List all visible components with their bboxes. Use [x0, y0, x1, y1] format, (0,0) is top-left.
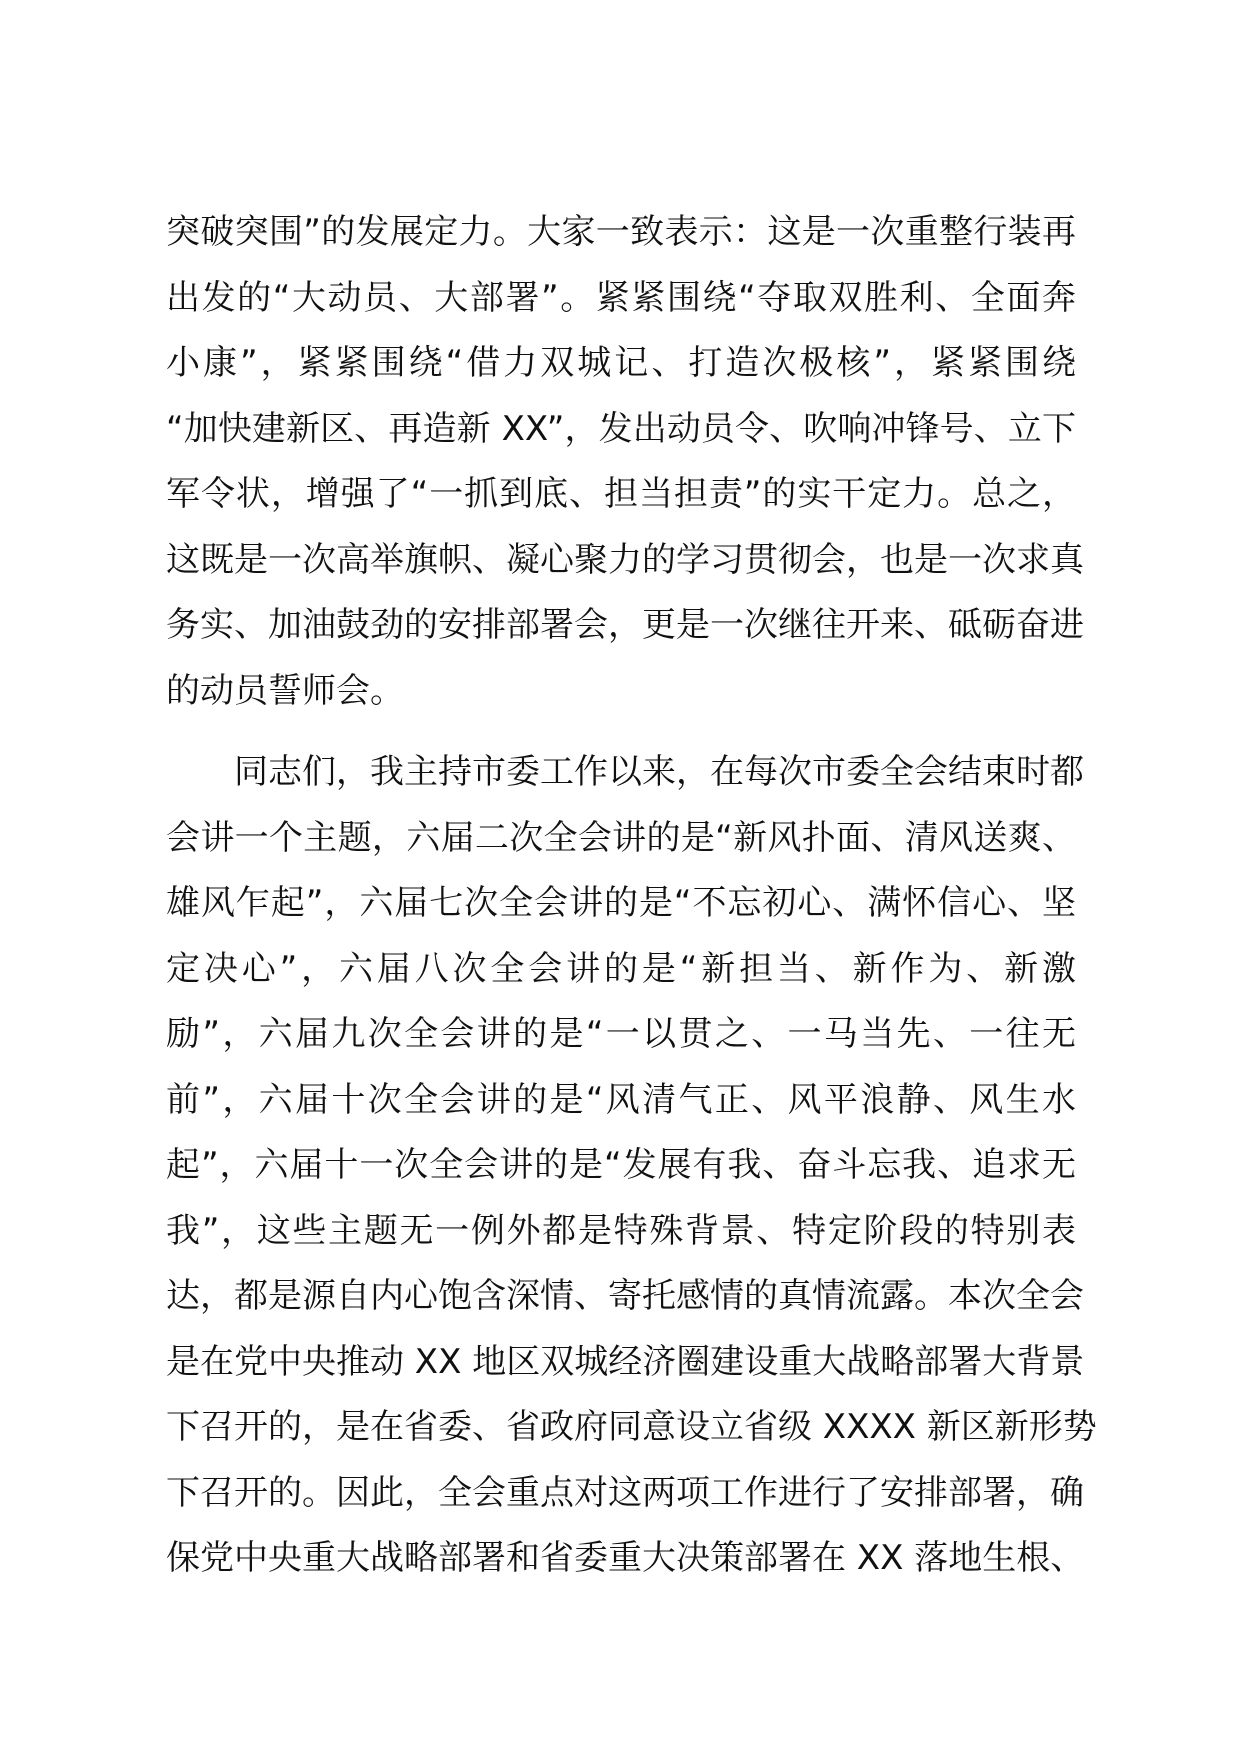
text-line: 保党中央重大战略部署和省委重大决策部署在 XX 落地生根、: [166, 1538, 1085, 1578]
text-line: 起”，六届十一次全会讲的是“发展有我、奋斗忘我、追求无: [166, 1145, 1076, 1185]
text-line: 会讲一个主题，六届二次全会讲的是“新风扑面、清风送爽、: [166, 817, 1076, 858]
text-line: 达，都是源自内心饱含深情、寄托感情的真情流露。本次全会: [166, 1276, 1084, 1316]
text-line: “加快建新区、再造新 XX”，发出动员令、吹响冲锋号、立下: [166, 408, 1076, 449]
text-line: 小康”，紧紧围绕“借力双城记、打造次极核”，紧紧围绕: [166, 343, 1076, 383]
text-line: 下召开的。因此，全会重点对这两项工作进行了安排部署，确: [166, 1472, 1084, 1513]
paragraph-gap: [166, 724, 1076, 740]
text-line: 出发的“大动员、大部署”。紧紧围绕“夺取双胜利、全面奔: [166, 277, 1076, 318]
text-line: 前”，六届十次全会讲的是“风清气正、风平浪静、风生水: [166, 1079, 1076, 1120]
text-line: 这既是一次高举旗帜、凝心聚力的学习贯彻会，也是一次求真: [166, 539, 1084, 580]
text-line: 突破突围”的发展定力。大家一致表示：这是一次重整行装再: [166, 212, 1076, 252]
document-body: [166, 200, 1097, 1592]
text-line: 是在党中央推动 XX 地区双城经济圈建设重大战略部署大背景: [166, 1341, 1085, 1382]
text-line: 我”，这些主题无一例外都是特殊背景、特定阶段的特别表: [166, 1210, 1076, 1251]
text-line: 的动员誓师会。: [166, 670, 404, 711]
text-line: 同志们，我主持市委工作以来，在每次市委全会结束时都: [234, 752, 1084, 792]
paragraph-1: [166, 200, 1084, 724]
text-line: 励”，六届九次全会讲的是“一以贯之、一马当先、一往无: [166, 1014, 1076, 1054]
text-line: 下召开的，是在省委、省政府同意设立省级 XXXX 新区新形势: [166, 1407, 1097, 1447]
paragraph-2: [166, 740, 1097, 1592]
text-line: 军令状，增强了“一抓到底、担当担责”的实干定力。总之，: [166, 474, 1076, 514]
text-line: 定决心”，六届八次全会讲的是“新担当、新作为、新激: [166, 948, 1076, 989]
text-line: 务实、加油鼓劲的安排部署会，更是一次继往开来、砥砺奋进: [166, 605, 1084, 645]
text-line: 雄风乍起”，六届七次全会讲的是“不忘初心、满怀信心、坚: [166, 883, 1076, 923]
